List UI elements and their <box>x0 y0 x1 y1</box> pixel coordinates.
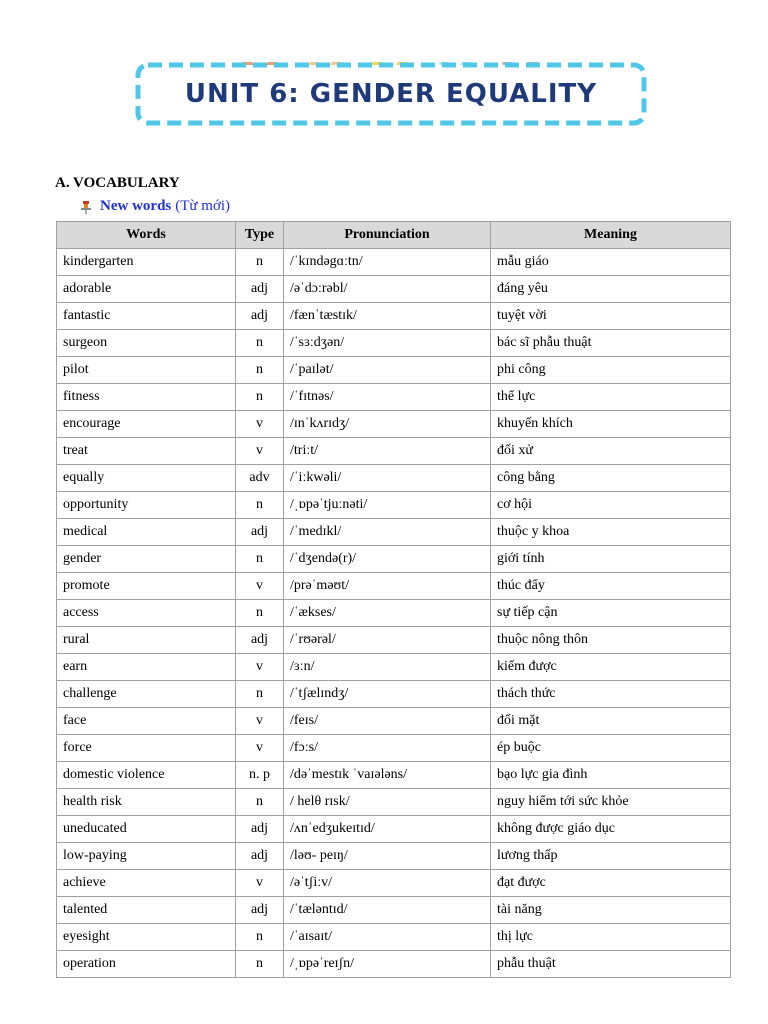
vocabulary-table <box>56 221 731 978</box>
word-cell: adorable <box>57 276 236 303</box>
type-cell: adj <box>236 276 284 303</box>
table-row <box>57 708 731 735</box>
table-header-row <box>57 222 731 249</box>
type-cell: n <box>236 681 284 708</box>
type-cell: adj <box>236 627 284 654</box>
table-row <box>57 735 731 762</box>
word-cell: talented <box>57 897 236 924</box>
pronunciation-cell: /ˈmedɪkl/ <box>284 519 491 546</box>
type-cell: n <box>236 384 284 411</box>
pronunciation-cell: /ˌɒpəˈtjuːnəti/ <box>284 492 491 519</box>
type-cell: n <box>236 249 284 276</box>
table-row <box>57 546 731 573</box>
pronunciation-cell: /prəˈməʊt/ <box>284 573 491 600</box>
pronunciation-cell: /ˈtæləntɪd/ <box>284 897 491 924</box>
type-cell: v <box>236 870 284 897</box>
word-cell: surgeon <box>57 330 236 357</box>
meaning-cell: sự tiếp cận <box>491 600 731 627</box>
type-cell: n <box>236 600 284 627</box>
meaning-cell: bạo lực gia đình <box>491 762 731 789</box>
word-cell: operation <box>57 951 236 978</box>
meaning-cell: đạt được <box>491 870 731 897</box>
table-row <box>57 789 731 816</box>
type-cell: n <box>236 357 284 384</box>
pronunciation-cell: /fænˈtæstɪk/ <box>284 303 491 330</box>
pronunciation-cell: /əˈtʃiːv/ <box>284 870 491 897</box>
column-header-pronunciation: Pronunciation <box>284 222 491 249</box>
word-cell: equally <box>57 465 236 492</box>
meaning-cell: thúc đẩy <box>491 573 731 600</box>
type-cell: v <box>236 654 284 681</box>
table-row <box>57 465 731 492</box>
word-cell: treat <box>57 438 236 465</box>
table-row <box>57 762 731 789</box>
word-cell: kindergarten <box>57 249 236 276</box>
word-cell: face <box>57 708 236 735</box>
pronunciation-cell: /ɪnˈkʌrɪdʒ/ <box>284 411 491 438</box>
meaning-cell: kiếm được <box>491 654 731 681</box>
type-cell: adv <box>236 465 284 492</box>
pronunciation-cell: /ˈrʊərəl/ <box>284 627 491 654</box>
meaning-cell: nguy hiểm tới sức khỏe <box>491 789 731 816</box>
table-row <box>57 519 731 546</box>
type-cell: n. p <box>236 762 284 789</box>
type-cell: adj <box>236 843 284 870</box>
meaning-cell: thuộc y khoa <box>491 519 731 546</box>
word-cell: opportunity <box>57 492 236 519</box>
meaning-cell: mẫu giáo <box>491 249 731 276</box>
word-cell: gender <box>57 546 236 573</box>
meaning-cell: công bằng <box>491 465 731 492</box>
type-cell: n <box>236 330 284 357</box>
word-cell: health risk <box>57 789 236 816</box>
type-cell: adj <box>236 519 284 546</box>
table-row <box>57 330 731 357</box>
word-cell: challenge <box>57 681 236 708</box>
word-cell: rural <box>57 627 236 654</box>
meaning-cell: đáng yêu <box>491 276 731 303</box>
table-row <box>57 438 731 465</box>
table-row <box>57 411 731 438</box>
word-cell: eyesight <box>57 924 236 951</box>
table-row <box>57 357 731 384</box>
table-row <box>57 951 731 978</box>
meaning-cell: không được giáo dục <box>491 816 731 843</box>
type-cell: adj <box>236 303 284 330</box>
word-cell: force <box>57 735 236 762</box>
column-header-meaning: Meaning <box>491 222 731 249</box>
type-cell: v <box>236 573 284 600</box>
subsection-translation: (Từ mới) <box>175 198 231 214</box>
meaning-cell: phi công <box>491 357 731 384</box>
meaning-cell: cơ hội <box>491 492 731 519</box>
meaning-cell: khuyến khích <box>491 411 731 438</box>
table-row <box>57 681 731 708</box>
meaning-cell: thuộc nông thôn <box>491 627 731 654</box>
pushpin-icon <box>78 199 94 215</box>
table-row <box>57 249 731 276</box>
type-cell: n <box>236 924 284 951</box>
meaning-cell: thể lực <box>491 384 731 411</box>
meaning-cell: bác sĩ phẫu thuật <box>491 330 731 357</box>
word-cell: medical <box>57 519 236 546</box>
word-cell: promote <box>57 573 236 600</box>
pronunciation-cell: /dəˈmestɪk ˈvaɪələns/ <box>284 762 491 789</box>
pronunciation-cell: /triːt/ <box>284 438 491 465</box>
type-cell: v <box>236 411 284 438</box>
pronunciation-cell: /ˈfɪtnəs/ <box>284 384 491 411</box>
word-cell: uneducated <box>57 816 236 843</box>
table-row <box>57 492 731 519</box>
table-row <box>57 654 731 681</box>
meaning-cell: thị lực <box>491 924 731 951</box>
subsection-heading <box>78 198 230 215</box>
pronunciation-cell: /feɪs/ <box>284 708 491 735</box>
column-header-words: Words <box>57 222 236 249</box>
pronunciation-cell: /fɔːs/ <box>284 735 491 762</box>
pronunciation-cell: /ˈsɜːdʒən/ <box>284 330 491 357</box>
table-row <box>57 600 731 627</box>
pronunciation-cell: /ˈdʒendə(r)/ <box>284 546 491 573</box>
pronunciation-cell: /ɜːn/ <box>284 654 491 681</box>
word-cell: low-paying <box>57 843 236 870</box>
word-cell: pilot <box>57 357 236 384</box>
type-cell: n <box>236 546 284 573</box>
table-body <box>57 249 731 978</box>
table-row <box>57 870 731 897</box>
subsection-label: New words <box>100 198 172 214</box>
type-cell: n <box>236 951 284 978</box>
word-cell: access <box>57 600 236 627</box>
type-cell: v <box>236 735 284 762</box>
meaning-cell: phẫu thuật <box>491 951 731 978</box>
type-cell: v <box>236 708 284 735</box>
meaning-cell: ép buộc <box>491 735 731 762</box>
table-row <box>57 843 731 870</box>
pronunciation-cell: /ˈækses/ <box>284 600 491 627</box>
word-cell: achieve <box>57 870 236 897</box>
type-cell: v <box>236 438 284 465</box>
word-cell: domestic violence <box>57 762 236 789</box>
meaning-cell: tuyệt vời <box>491 303 731 330</box>
pronunciation-cell: /ʌnˈedʒukeɪtɪd/ <box>284 816 491 843</box>
word-cell: fitness <box>57 384 236 411</box>
meaning-cell: lương thấp <box>491 843 731 870</box>
meaning-cell: đối mặt <box>491 708 731 735</box>
table-row <box>57 627 731 654</box>
meaning-cell: đối xử <box>491 438 731 465</box>
column-header-type: Type <box>236 222 284 249</box>
section-heading: A. VOCABULARY <box>55 175 180 191</box>
type-cell: n <box>236 492 284 519</box>
pronunciation-cell: /ˌɒpəˈreɪʃn/ <box>284 951 491 978</box>
pronunciation-cell: /ˈpaɪlət/ <box>284 357 491 384</box>
word-cell: earn <box>57 654 236 681</box>
table-row <box>57 573 731 600</box>
pronunciation-cell: /əˈdɔːrəbl/ <box>284 276 491 303</box>
table-row <box>57 276 731 303</box>
table-row <box>57 816 731 843</box>
pronunciation-cell: /ˈkɪndəgɑːtn/ <box>284 249 491 276</box>
pronunciation-cell: /ləʊ- peɪŋ/ <box>284 843 491 870</box>
title-banner <box>135 62 647 126</box>
pronunciation-cell: /ˈiːkwəli/ <box>284 465 491 492</box>
type-cell: adj <box>236 816 284 843</box>
type-cell: n <box>236 789 284 816</box>
meaning-cell: giới tính <box>491 546 731 573</box>
table-row <box>57 303 731 330</box>
meaning-cell: tài năng <box>491 897 731 924</box>
pronunciation-cell: /ˈtʃælɪndʒ/ <box>284 681 491 708</box>
pronunciation-cell: / helθ rɪsk/ <box>284 789 491 816</box>
table-row <box>57 924 731 951</box>
table-row <box>57 384 731 411</box>
meaning-cell: thách thức <box>491 681 731 708</box>
pronunciation-cell: /ˈaɪsaɪt/ <box>284 924 491 951</box>
page-title: UNIT 6: GENDER EQUALITY <box>184 79 598 109</box>
word-cell: fantastic <box>57 303 236 330</box>
table-row <box>57 897 731 924</box>
word-cell: encourage <box>57 411 236 438</box>
type-cell: adj <box>236 897 284 924</box>
